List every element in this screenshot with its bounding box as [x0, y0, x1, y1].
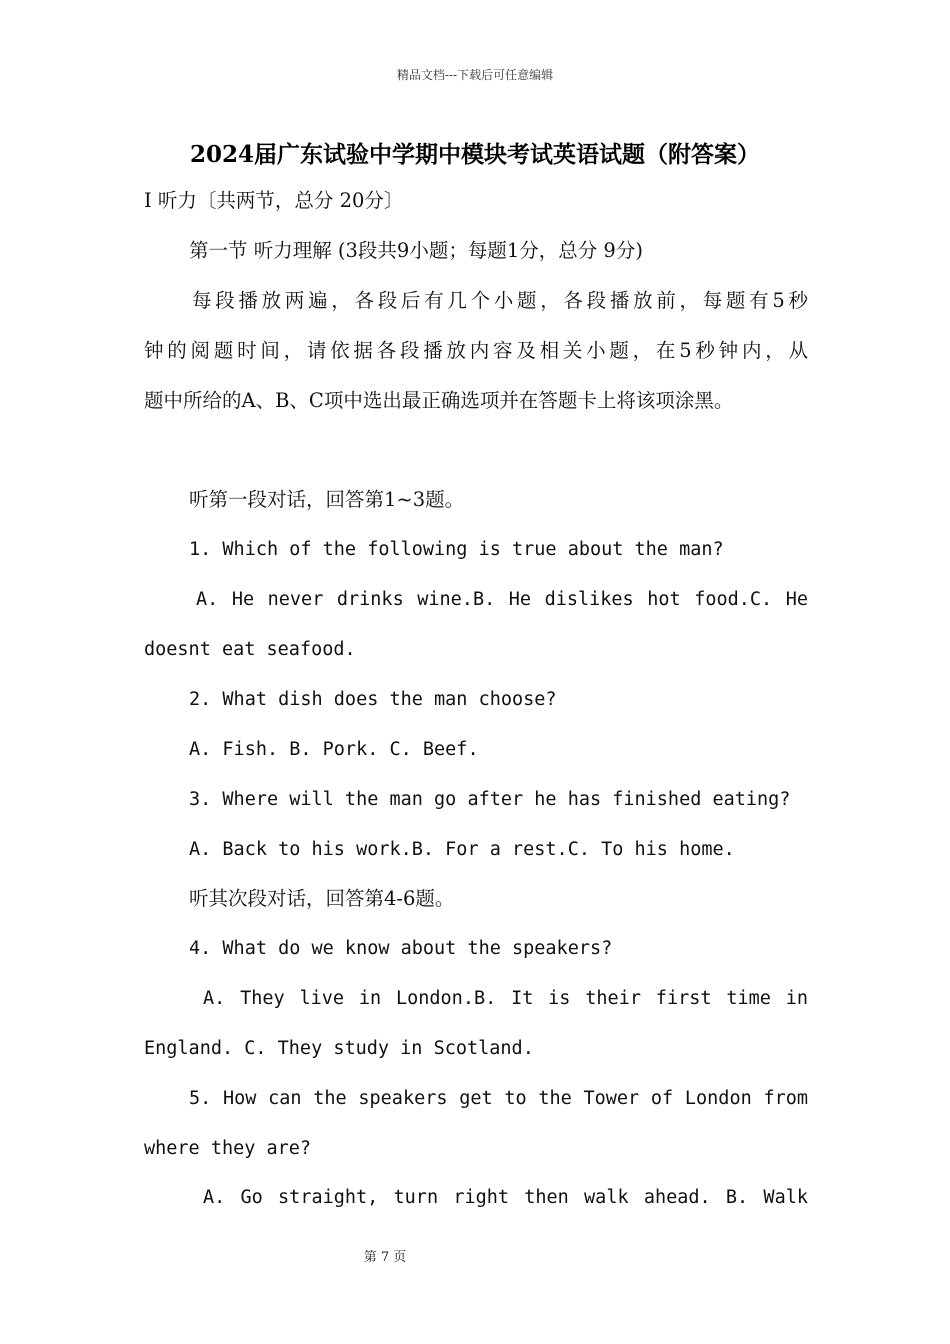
- dialogue-1-intro: 听第一段对话，回答第1~3题。: [189, 488, 465, 511]
- instructions-line-3: 题中所给的A、B、C项中选出最正确选项并在答题卡上将该项涂黑。: [144, 389, 734, 412]
- question-4-options: A. They live in London.B. It is their first time in: [203, 988, 808, 1009]
- question-1-options: A. He never drinks wine.B. He dislikes hot food.C. He: [196, 589, 808, 610]
- page-header: 精品文档---下载后可任意编辑: [396, 68, 554, 82]
- dialogue-2-intro: 听其次段对话，回答第4-6题。: [189, 887, 455, 910]
- question-2: 2. What dish does the man choose?: [189, 689, 557, 710]
- question-5: 5. How can the speakers get to the Tower of London from: [189, 1088, 808, 1109]
- section-heading: I 听力〔共两节，总分 20分〕: [144, 189, 404, 212]
- page-number: 第 7 页: [363, 1250, 407, 1265]
- question-3: 3. Where will the man go after he has finished eating?: [189, 789, 791, 810]
- question-5-options: A. Go straight, turn right then walk ahead. B. Walk: [203, 1187, 808, 1208]
- question-2-options: A. Fish. B. Pork. C. Beef.: [189, 739, 479, 760]
- part-heading: 第一节 听力理解 (3段共9小题；每题1分，总分 9分): [189, 239, 643, 262]
- question-4-options-cont: England. C. They study in Scotland.: [144, 1038, 534, 1059]
- question-1-options-cont: doesnt eat seafood.: [144, 639, 356, 660]
- question-5-cont: where they are?: [144, 1138, 312, 1159]
- question-4: 4. What do we know about the speakers?: [189, 938, 613, 959]
- question-1: 1. Which of the following is true about the man?: [189, 539, 724, 560]
- question-3-options: A. Back to his work.B. For a rest.C. To his home.: [189, 839, 735, 860]
- document-title: 2024届广东试验中学期中模块考试英语试题（附答案）: [189, 141, 760, 168]
- instructions-line-1: 每段播放两遍，各段后有几个小题，各段播放前，每题有5秒: [192, 289, 808, 312]
- instructions-line-2: 钟的阅题时间，请依据各段播放内容及相关小题，在5秒钟内，从: [144, 339, 808, 362]
